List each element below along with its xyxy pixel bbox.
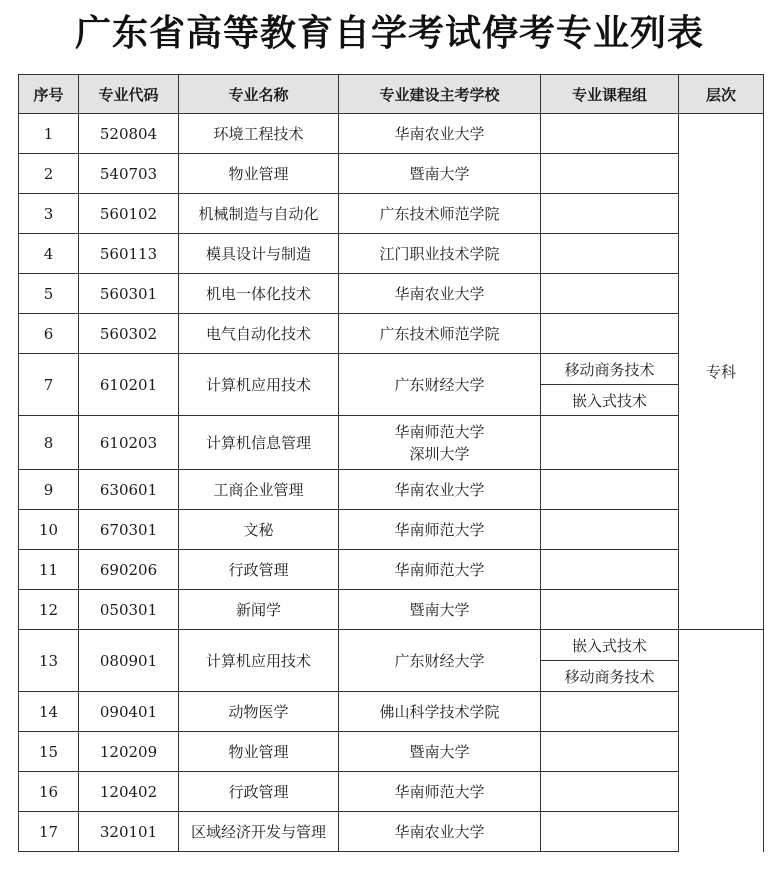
cell-no: 11: [19, 550, 79, 590]
cell-code: 120209: [79, 732, 179, 772]
cell-group: [541, 234, 679, 274]
cell-name: 模具设计与制造: [179, 234, 339, 274]
cell-no: 5: [19, 274, 79, 314]
cell-school: 佛山科学技术学院: [339, 692, 541, 732]
cell-no: 14: [19, 692, 79, 732]
cell-no: 13: [19, 630, 79, 692]
cell-name: 电气自动化技术: [179, 314, 339, 354]
cell-name: 区域经济开发与管理: [179, 812, 339, 852]
cell-code: 560302: [79, 314, 179, 354]
cell-group: [541, 590, 679, 630]
cell-no: 7: [19, 354, 79, 416]
cell-name: 环境工程技术: [179, 114, 339, 154]
cell-group: [541, 812, 679, 852]
cell-no: 17: [19, 812, 79, 852]
table-row: [19, 550, 764, 590]
cell-code: 080901: [79, 630, 179, 692]
cell-school: 广东技术师范学院: [339, 314, 541, 354]
cell-school: 暨南大学: [339, 154, 541, 194]
discontinued-majors-table: [18, 74, 764, 852]
header-no: 序号: [19, 75, 79, 114]
cell-no: 10: [19, 510, 79, 550]
cell-school: 华南农业大学: [339, 812, 541, 852]
cell-group: [541, 114, 679, 154]
cell-group: [541, 550, 679, 590]
table-row: [19, 274, 764, 314]
cell-name: 计算机信息管理: [179, 416, 339, 470]
cell-school-second: 深圳大学: [409, 444, 470, 463]
cell-no: 2: [19, 154, 79, 194]
cell-group: 移动商务技术: [541, 354, 679, 385]
cell-code: 670301: [79, 510, 179, 550]
level-zhuanke: 专科: [679, 114, 764, 630]
cell-school: 华南农业大学: [339, 470, 541, 510]
cell-name: 工商企业管理: [179, 470, 339, 510]
cell-name: 机电一体化技术: [179, 274, 339, 314]
table-row: [19, 154, 764, 194]
cell-group: 移动商务技术: [541, 661, 679, 692]
cell-group: [541, 732, 679, 772]
table-row: [19, 314, 764, 354]
cell-name: 机械制造与自动化: [179, 194, 339, 234]
cell-group: [541, 692, 679, 732]
cell-name: 计算机应用技术: [179, 354, 339, 416]
cell-group: [541, 274, 679, 314]
cell-group: 嵌入式技术: [541, 385, 679, 416]
cell-code: 050301: [79, 590, 179, 630]
cell-school: 华南农业大学: [339, 274, 541, 314]
cell-no: 4: [19, 234, 79, 274]
cell-school: 江门职业技术学院: [339, 234, 541, 274]
cell-school: 暨南大学: [339, 732, 541, 772]
cell-name: 动物医学: [179, 692, 339, 732]
cell-name: 行政管理: [179, 550, 339, 590]
cell-group: [541, 510, 679, 550]
cell-no: 6: [19, 314, 79, 354]
cell-group: [541, 416, 679, 470]
cell-code: 610201: [79, 354, 179, 416]
cell-school: 暨南大学: [339, 590, 541, 630]
cell-school: 华南师范大学: [339, 510, 541, 550]
header-level: 层次: [679, 75, 764, 114]
cell-no: 3: [19, 194, 79, 234]
cell-code: 690206: [79, 550, 179, 590]
cell-no: 15: [19, 732, 79, 772]
cell-no: 16: [19, 772, 79, 812]
cell-code: 320101: [79, 812, 179, 852]
cell-name: 物业管理: [179, 154, 339, 194]
header-school: 专业建设主考学校: [339, 75, 541, 114]
table-row: [19, 510, 764, 550]
cell-name: 新闻学: [179, 590, 339, 630]
table-row: [19, 772, 764, 812]
cell-school: 广东财经大学: [339, 354, 541, 416]
table-header-row: [19, 75, 764, 114]
table-row: [19, 114, 764, 154]
header-course-group: 专业课程组: [541, 75, 679, 114]
table-row: [19, 470, 764, 510]
cell-code: 520804: [79, 114, 179, 154]
table-row: [19, 590, 764, 630]
cell-name: 计算机应用技术: [179, 630, 339, 692]
cell-group: [541, 772, 679, 812]
table-row: [19, 194, 764, 234]
cell-group: [541, 154, 679, 194]
table-row: [19, 732, 764, 772]
cell-school: 广东技术师范学院: [339, 194, 541, 234]
cell-name: 行政管理: [179, 772, 339, 812]
cell-code: 560102: [79, 194, 179, 234]
cell-code: 610203: [79, 416, 179, 470]
table-row: [19, 354, 764, 385]
cell-group: 嵌入式技术: [541, 630, 679, 661]
cell-school: 华南农业大学: [339, 114, 541, 154]
cell-name: 文秘: [179, 510, 339, 550]
table-row: [19, 630, 764, 661]
cell-name: 物业管理: [179, 732, 339, 772]
cell-code: 090401: [79, 692, 179, 732]
header-code: 专业代码: [79, 75, 179, 114]
cell-code: 630601: [79, 470, 179, 510]
cell-no: 9: [19, 470, 79, 510]
table-row: [19, 692, 764, 732]
cell-school: 华南师范大学: [339, 772, 541, 812]
cell-school: 华南师范大学: [339, 550, 541, 590]
cell-school: 华南师范大学: [394, 422, 485, 441]
cell-code: 120402: [79, 772, 179, 812]
header-name: 专业名称: [179, 75, 339, 114]
cell-no: 1: [19, 114, 79, 154]
cell-code: 560113: [79, 234, 179, 274]
table-row: [19, 812, 764, 852]
table-row: [19, 416, 764, 470]
cell-school-multi: [339, 416, 541, 470]
table-row: [19, 234, 764, 274]
cell-group: [541, 470, 679, 510]
cell-group: [541, 194, 679, 234]
cell-code: 560301: [79, 274, 179, 314]
cell-no: 8: [19, 416, 79, 470]
page-title: 广东省高等教育自学考试停考专业列表: [74, 13, 704, 54]
cell-no: 12: [19, 590, 79, 630]
cell-code: 540703: [79, 154, 179, 194]
cell-group: [541, 314, 679, 354]
cell-school: 广东财经大学: [339, 630, 541, 692]
